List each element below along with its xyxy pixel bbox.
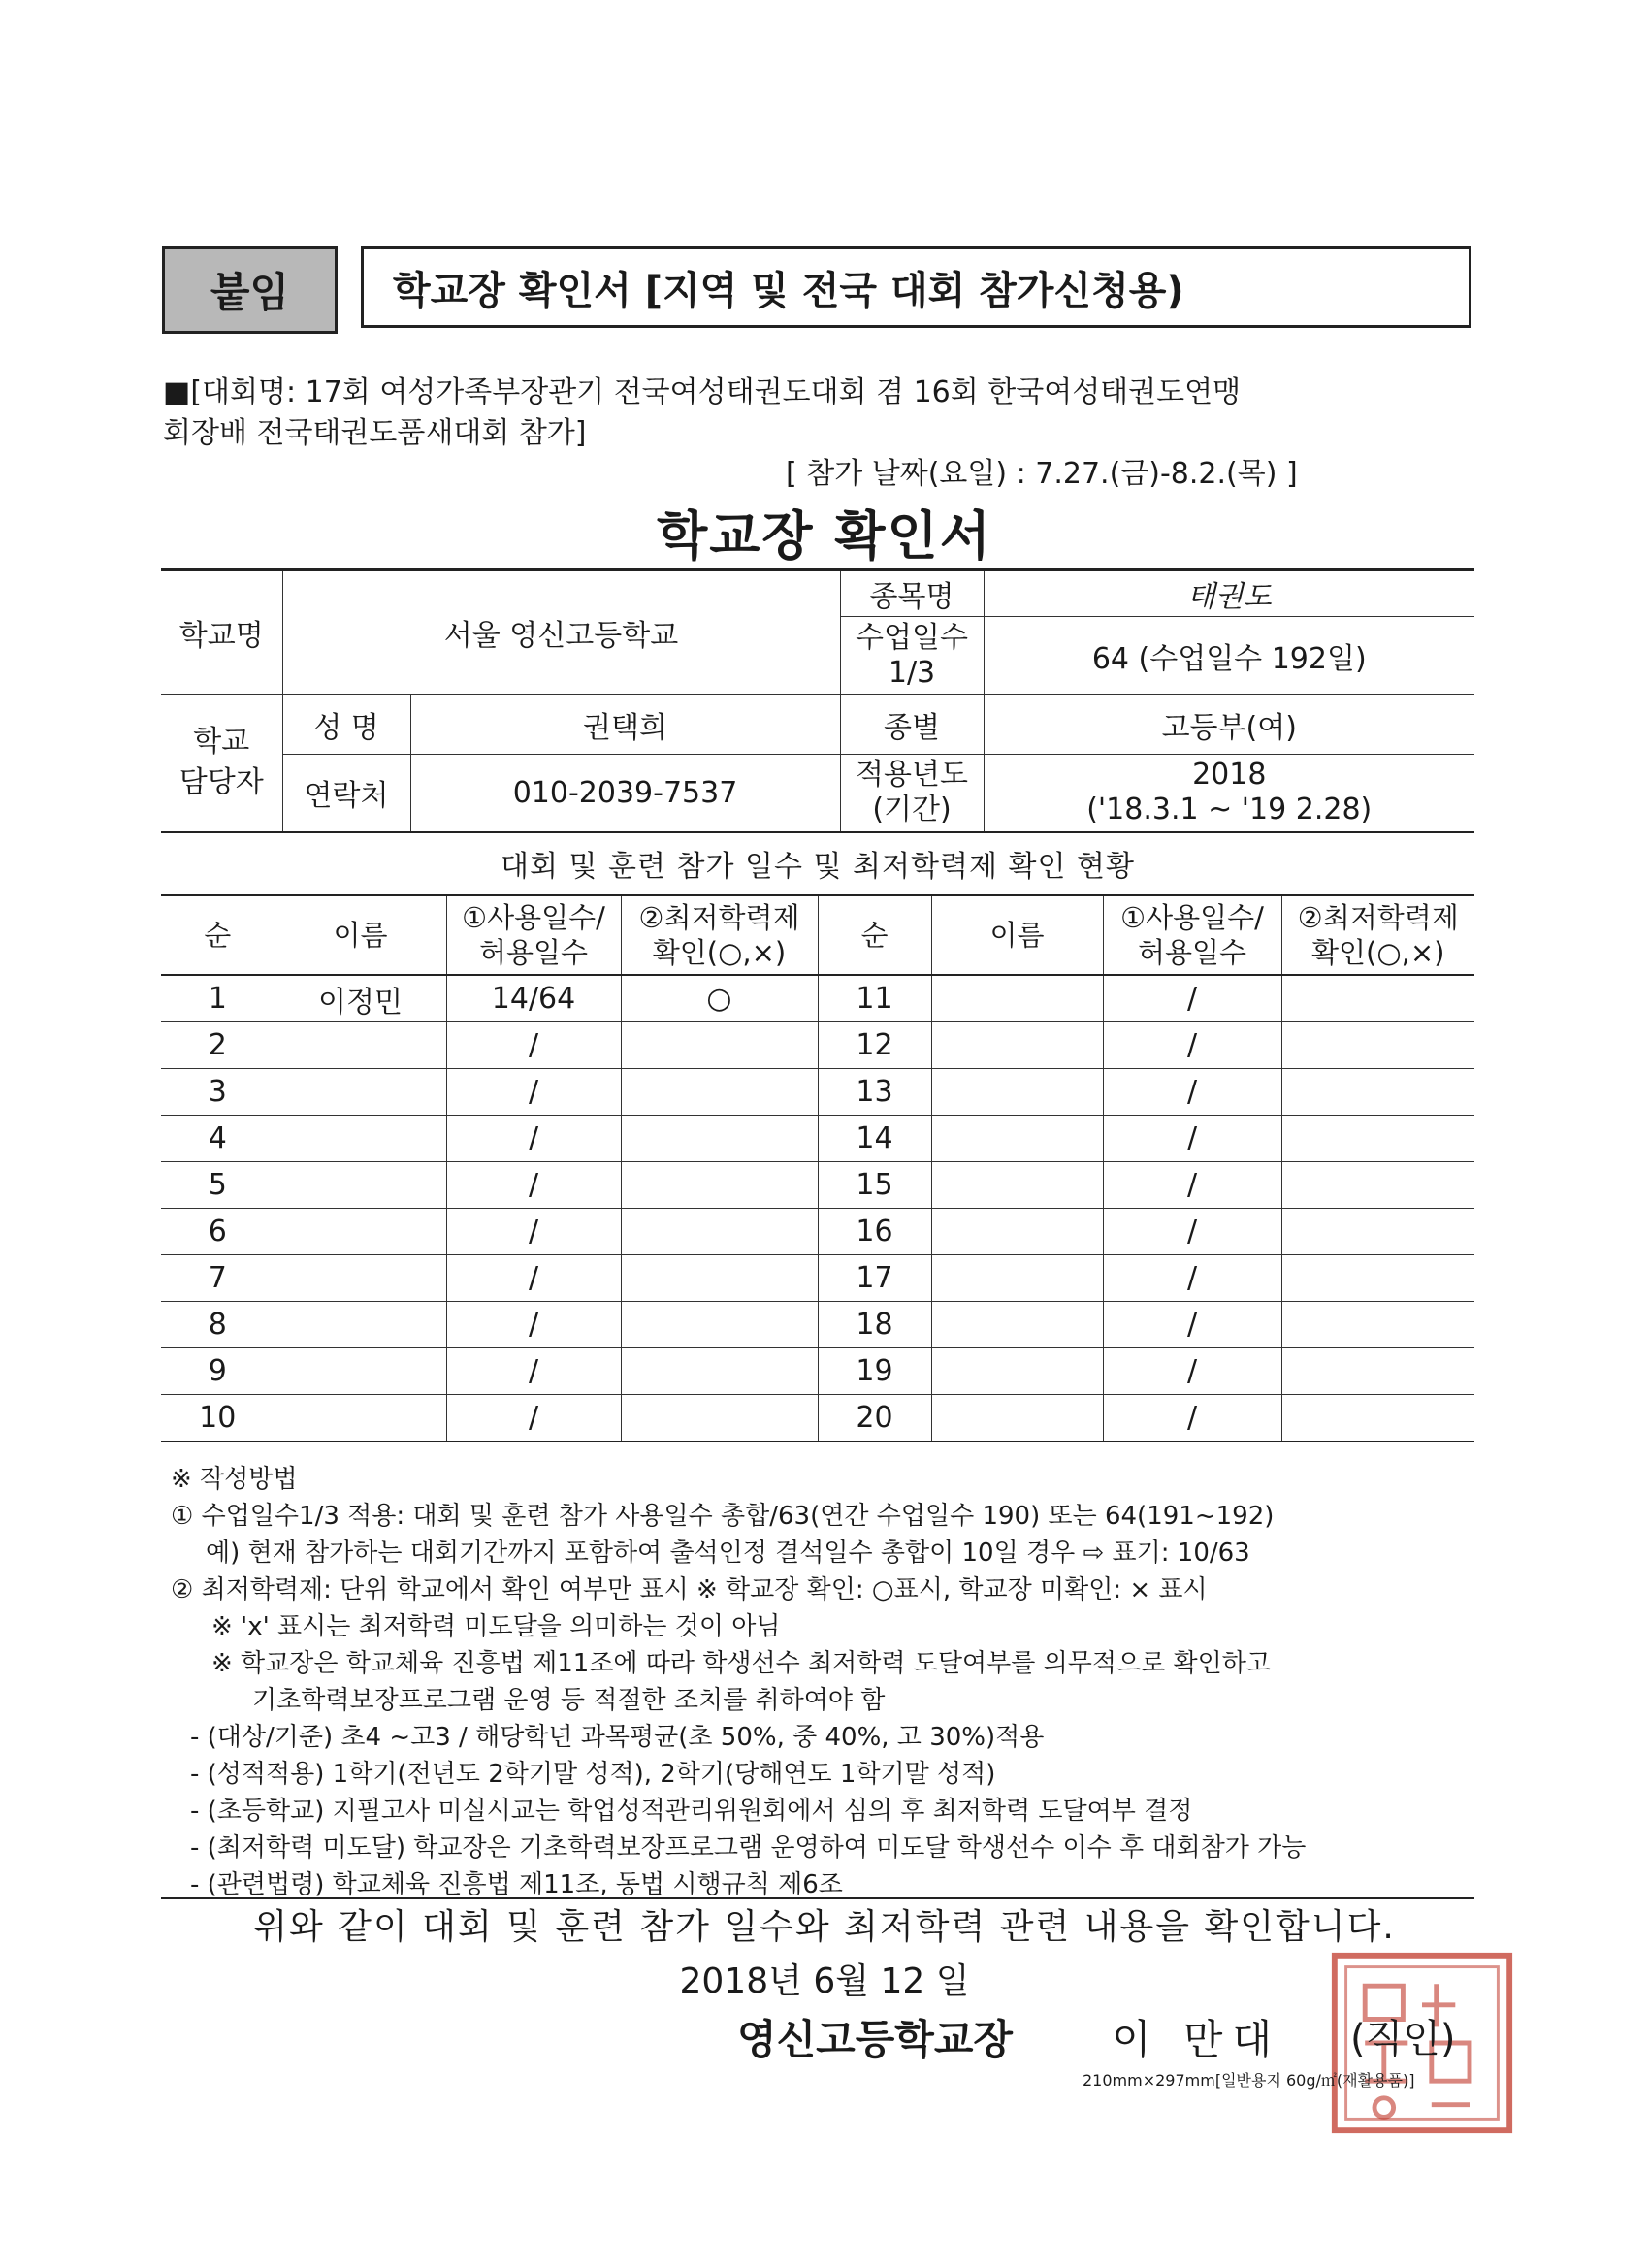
table-cell-l-check — [621, 1395, 818, 1442]
table-row — [161, 1395, 1474, 1442]
table-cell-l-no: 9 — [161, 1348, 275, 1395]
table-cell-l-no: 8 — [161, 1302, 275, 1348]
col-name: 이름 — [275, 895, 446, 975]
table-cell-l-check — [621, 1255, 818, 1302]
days-label: 수업일수 1/3 — [840, 617, 984, 695]
table-cell-l-days: / — [446, 1069, 621, 1116]
table-cell-r-check — [1281, 1116, 1474, 1162]
paper-spec: 210mm×297mm[일반용지 60g/㎡(재활용품)] — [1083, 2071, 1415, 2090]
table-cell-l-days: / — [446, 1209, 621, 1255]
attachment-tag: 붙임 — [162, 246, 338, 334]
table-row — [161, 1209, 1474, 1255]
detail-1: - (대상/기준) 초4 ~고3 / 해당학년 과목평균(초 50%, 중 40%, 고 30%)적용 — [190, 1723, 1045, 1752]
table-cell-l-name — [275, 1022, 446, 1069]
table-cell-l-name — [275, 1395, 446, 1442]
table-cell-r-check — [1281, 1302, 1474, 1348]
table-cell-r-no: 20 — [818, 1395, 931, 1442]
name-value: 권택희 — [410, 695, 840, 755]
competition-dates: [ 참가 날짜(요일) : 7.27.(금)-8.2.(목) ] — [786, 457, 1298, 491]
school-name: 서울 영신고등학교 — [282, 570, 840, 695]
status-header-row — [161, 895, 1474, 975]
table-row — [161, 1348, 1474, 1395]
year-label: 적용년도 (기간) — [840, 755, 984, 832]
col-name: 이름 — [931, 895, 1103, 975]
table-cell-l-no: 2 — [161, 1022, 275, 1069]
detail-3: - (초등학교) 지필고사 미실시교는 학업성적관리위원회에서 심의 후 최저학력 도달여부 결정 — [190, 1797, 1193, 1826]
table-cell-l-check — [621, 1302, 818, 1348]
table-cell-l-check — [621, 1209, 818, 1255]
col-days: ①사용일수/ 허용일수 — [1103, 895, 1281, 975]
table-cell-l-days: 14/64 — [446, 975, 621, 1022]
col-days: ①사용일수/ 허용일수 — [446, 895, 621, 975]
status-section-title: 대회 및 훈련 참가 일수 및 최저학력제 확인 현황 — [501, 850, 1135, 884]
table-cell-l-check — [621, 1022, 818, 1069]
table-cell-r-no: 12 — [818, 1022, 931, 1069]
table-cell-r-no: 11 — [818, 975, 931, 1022]
table-cell-r-name — [931, 975, 1103, 1022]
table-cell-r-days: / — [1103, 1209, 1281, 1255]
col-check: ②최저학력제 확인(○,×) — [1281, 895, 1474, 975]
table-cell-l-name — [275, 1069, 446, 1116]
table-row — [161, 1069, 1474, 1116]
table-cell-r-days: / — [1103, 1022, 1281, 1069]
table-cell-r-days: / — [1103, 1069, 1281, 1116]
table-cell-l-days: / — [446, 1302, 621, 1348]
table-cell-l-days: / — [446, 1255, 621, 1302]
table-cell-l-no: 7 — [161, 1255, 275, 1302]
table-cell-r-name — [931, 1395, 1103, 1442]
table-cell-r-no: 18 — [818, 1302, 931, 1348]
competition-line-1: ■[대회명: 17회 여성가족부장관기 전국여성태권도대회 겸 16회 한국여성태권도연맹 — [163, 375, 1242, 409]
table-cell-l-name: 이정민 — [275, 975, 446, 1022]
contact-value: 010-2039-7537 — [410, 755, 840, 832]
table-cell-l-days: / — [446, 1348, 621, 1395]
table-cell-l-no: 4 — [161, 1116, 275, 1162]
table-cell-r-check — [1281, 1395, 1474, 1442]
signer-name: 이 만대 — [1112, 2016, 1282, 2063]
competition-line-2: 회장배 전국태권도품새대회 참가] — [163, 416, 587, 450]
table-cell-l-days: / — [446, 1395, 621, 1442]
table-cell-l-days: / — [446, 1116, 621, 1162]
notes-heading: ※ 작성방법 — [171, 1465, 298, 1494]
table-cell-r-name — [931, 1302, 1103, 1348]
table-cell-l-days: / — [446, 1022, 621, 1069]
table-cell-r-check — [1281, 1209, 1474, 1255]
table-cell-l-name — [275, 1162, 446, 1209]
table-cell-r-name — [931, 1255, 1103, 1302]
year-value: 2018 ('18.3.1 ~ '19 2.28) — [984, 755, 1474, 832]
table-row — [161, 975, 1474, 1022]
table-cell-r-name — [931, 1348, 1103, 1395]
table-cell-r-days: / — [1103, 1162, 1281, 1209]
table-cell-l-check — [621, 1116, 818, 1162]
detail-5: - (관련법령) 학교체육 진흥법 제11조, 동법 시행규칙 제6조 — [190, 1870, 843, 1899]
col-no: 순 — [818, 895, 931, 975]
table-cell-r-name — [931, 1116, 1103, 1162]
detail-4: - (최저학력 미도달) 학교장은 기초학력보장프로그램 운영하여 미도달 학생선수 이수 후 대회참가 가능 — [190, 1833, 1307, 1863]
col-check: ②최저학력제 확인(○,×) — [621, 895, 818, 975]
category-label: 종별 — [840, 695, 984, 755]
table-cell-r-check — [1281, 1022, 1474, 1069]
table-cell-l-check: ○ — [621, 975, 818, 1022]
note-1: ① 수업일수1/3 적용: 대회 및 훈련 참가 사용일수 총합/63(연간 수업일수 190) 또는 64(191~192) — [171, 1502, 1275, 1531]
table-cell-r-days: / — [1103, 975, 1281, 1022]
table-cell-r-days: / — [1103, 1255, 1281, 1302]
days-value: 64 (수업일수 192일) — [984, 617, 1474, 695]
note-2: ② 최저학력제: 단위 학교에서 확인 여부만 표시 ※ 학교장 확인: ○표시, 학교장 미확인: × 표시 — [171, 1575, 1208, 1604]
seal-label: (직인) — [1350, 2017, 1456, 2061]
note-1-example: 예) 현재 참가하는 대회기간까지 포함하여 출석인정 결석일수 총합이 10일 경우 ⇨ 표기: 10/63 — [206, 1539, 1250, 1568]
table-row — [161, 1116, 1474, 1162]
table-cell-r-check — [1281, 1255, 1474, 1302]
name-label: 성 명 — [282, 695, 410, 755]
note-2b: ※ 학교장은 학교체육 진흥법 제11조에 따라 학생선수 최저학력 도달여부를 의무적으로 확인하고 — [211, 1649, 1271, 1678]
school-label: 학교명 — [161, 570, 282, 695]
sport-value: 태권도 — [984, 570, 1474, 617]
table-cell-r-check — [1281, 1348, 1474, 1395]
table-cell-r-no: 13 — [818, 1069, 931, 1116]
school-info-table — [161, 568, 1474, 833]
table-cell-r-name — [931, 1069, 1103, 1116]
signer-title: 영신고등학교장 — [737, 2016, 1014, 2063]
table-cell-r-name — [931, 1162, 1103, 1209]
note-2c: 기초학력보장프로그램 운영 등 적절한 조치를 취하여야 함 — [252, 1686, 886, 1715]
table-cell-l-check — [621, 1348, 818, 1395]
document-title: 학교장 확인서 [지역 및 전국 대회 참가신청용) — [361, 246, 1471, 328]
issue-date: 2018년 6월 12 일 — [679, 1961, 970, 2001]
table-cell-r-days: / — [1103, 1348, 1281, 1395]
table-cell-l-name — [275, 1302, 446, 1348]
table-cell-r-no: 19 — [818, 1348, 931, 1395]
table-cell-l-name — [275, 1348, 446, 1395]
col-no: 순 — [161, 895, 275, 975]
manager-label: 학교 담당자 — [161, 695, 282, 832]
contact-label: 연락처 — [282, 755, 410, 832]
table-cell-r-days: / — [1103, 1302, 1281, 1348]
sport-label: 종목명 — [840, 570, 984, 617]
table-cell-l-days: / — [446, 1162, 621, 1209]
table-row — [161, 1255, 1474, 1302]
detail-2: - (성적적용) 1학기(전년도 2학기말 성적), 2학기(당해연도 1학기말 성적) — [190, 1760, 996, 1789]
table-cell-l-name — [275, 1209, 446, 1255]
table-row — [161, 1302, 1474, 1348]
table-cell-r-days: / — [1103, 1116, 1281, 1162]
table-cell-l-check — [621, 1069, 818, 1116]
table-cell-r-no: 17 — [818, 1255, 931, 1302]
table-cell-l-no: 1 — [161, 975, 275, 1022]
table-cell-r-no: 16 — [818, 1209, 931, 1255]
table-cell-r-name — [931, 1209, 1103, 1255]
table-cell-l-name — [275, 1116, 446, 1162]
table-cell-l-no: 10 — [161, 1395, 275, 1442]
note-2a: ※ 'x' 표시는 최저학력 미도달을 의미하는 것이 아님 — [211, 1612, 781, 1641]
table-cell-r-days: / — [1103, 1395, 1281, 1442]
main-title: 학교장 확인서 — [657, 505, 992, 567]
table-cell-r-check — [1281, 1069, 1474, 1116]
table-cell-l-no: 5 — [161, 1162, 275, 1209]
participation-status-table — [161, 894, 1474, 1442]
table-cell-r-no: 15 — [818, 1162, 931, 1209]
table-row — [161, 1162, 1474, 1209]
table-cell-r-check — [1281, 975, 1474, 1022]
table-cell-r-name — [931, 1022, 1103, 1069]
table-cell-r-no: 14 — [818, 1116, 931, 1162]
confirmation-statement: 위와 같이 대회 및 훈련 참가 일수와 최저학력 관련 내용을 확인합니다. — [253, 1907, 1396, 1947]
table-row — [161, 1022, 1474, 1069]
table-cell-l-check — [621, 1162, 818, 1209]
category-value: 고등부(여) — [984, 695, 1474, 755]
table-cell-l-name — [275, 1255, 446, 1302]
table-cell-l-no: 6 — [161, 1209, 275, 1255]
table-cell-r-check — [1281, 1162, 1474, 1209]
table-cell-l-no: 3 — [161, 1069, 275, 1116]
